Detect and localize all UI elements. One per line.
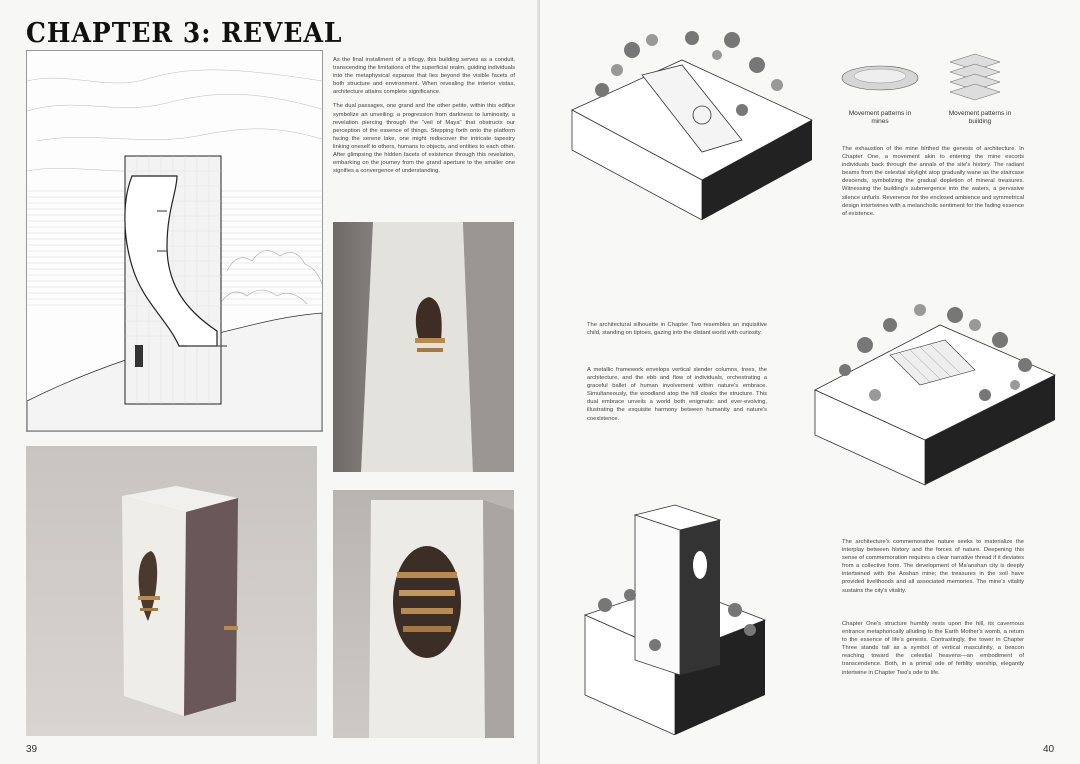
caption-mines: Movement patterns in mines [848,110,912,125]
axonometric-chapter-three [575,495,775,735]
model-photo-opening [333,490,514,738]
section-drawing [26,50,323,432]
right-page [540,0,1080,764]
text-chapter-two-framework: A metallic framework envelops vertical slender columns, trees, the architecture, and the ebb and flow of individuals, orchestrating a graceful ballet of human involvement within nature's embrace. Simultaneously, the woodland atop the hill cloaks the structure. This dual embrace unveils a world both enigmatic and ever-evolving, illustrating the exquisite harmony between humanity and nature's coexistence. [587,367,767,422]
text-chapter-two-intro: The architectural silhouette in Chapter Two resembles an inquisitive child, standing on tiptoes, gazing into the distant world with curiosity. [587,322,767,337]
movement-pattern-mines-icon [840,60,920,100]
page-number-right: 40 [1043,744,1055,755]
intro-text [333,56,515,181]
caption-building: Movement patterns in building [948,110,1012,125]
intro-paragraph-1: As the final installment of a trilogy, this building serves as a conduit, transcending the limitations of the superficial realm, guiding individuals into the metaphysical expanse that lies beyond the visible facets of both structure and environment. When revealing the interior vistas, architecture attains complete significance. [333,57,515,96]
model-photo-closeup [333,222,514,472]
model-photo-full [26,446,317,736]
text-chapter-one: The exhaustion of the mine birthed the genesis of architecture. In Chapter One, a movement akin to entering the mine escorts individuals back through the annals of the site's history. The radiant beams from the celestial skylight atop gradually wane as the staircase descends, symbolizing the gradual depletion of mineral treasures. Witnessing the building's submergence into the waters, a pervasive silence unfurls. Reverence for the enclosed ambience and symmetrical design intertwines with a melancholic sentiment for the fading essence of existence. [842,146,1024,217]
intro-paragraph-2: The dual passages, one grand and the other petite, within this edifice symbolize an unveiling: a progression from darkness to luminosity, a revelation piercing through the "veil of Maya" that obstructs our perception of the essence of things. Stepping forth onto the platform facing the serene lake, one might rediscover the intricate tapestry linking oneself to others, humans to objects, and entities to each other. After glimpsing the hidden facets of existence through this revelation, embarking on the journey from the grand aperture to the smaller one signifies a convergence of understanding. [333,103,515,175]
page-title: CHAPTER 3: REVEAL [26,16,343,49]
movement-pattern-building-icon [945,52,1005,106]
text-commemorative: The architecture's commemorative nature seeks to materialize the interplay between history and the forces of nature. Deepening this sense of commemoration requires a clear narrative thread if it deviates from a collective form. The development of Ma'anshan city is deeply intertwined with the Aoshan mine; the treasures in the soil have provided livelihoods and all associated memories. The mine's vitality sustains the city's vitality. [842,539,1024,594]
axonometric-chapter-one [562,20,820,220]
axonometric-chapter-two [805,285,1060,490]
page-number-left: 39 [26,744,38,755]
text-chapter-comparison: Chapter One's structure humbly rests upon the hill, its cavernous entrance metaphorically alluding to the Earth Mother's womb, a return to the essence of life's genesis. Contrastingly, the tower in Chapter Three stands tall as a symbol of vertical masculinity, a beacon reaching toward the celestial heavens—an embodiment of transcendence. Both, in a primal ode of fertility worship, elegantly intertwine in Chapter Two's ode to life. [842,621,1024,676]
